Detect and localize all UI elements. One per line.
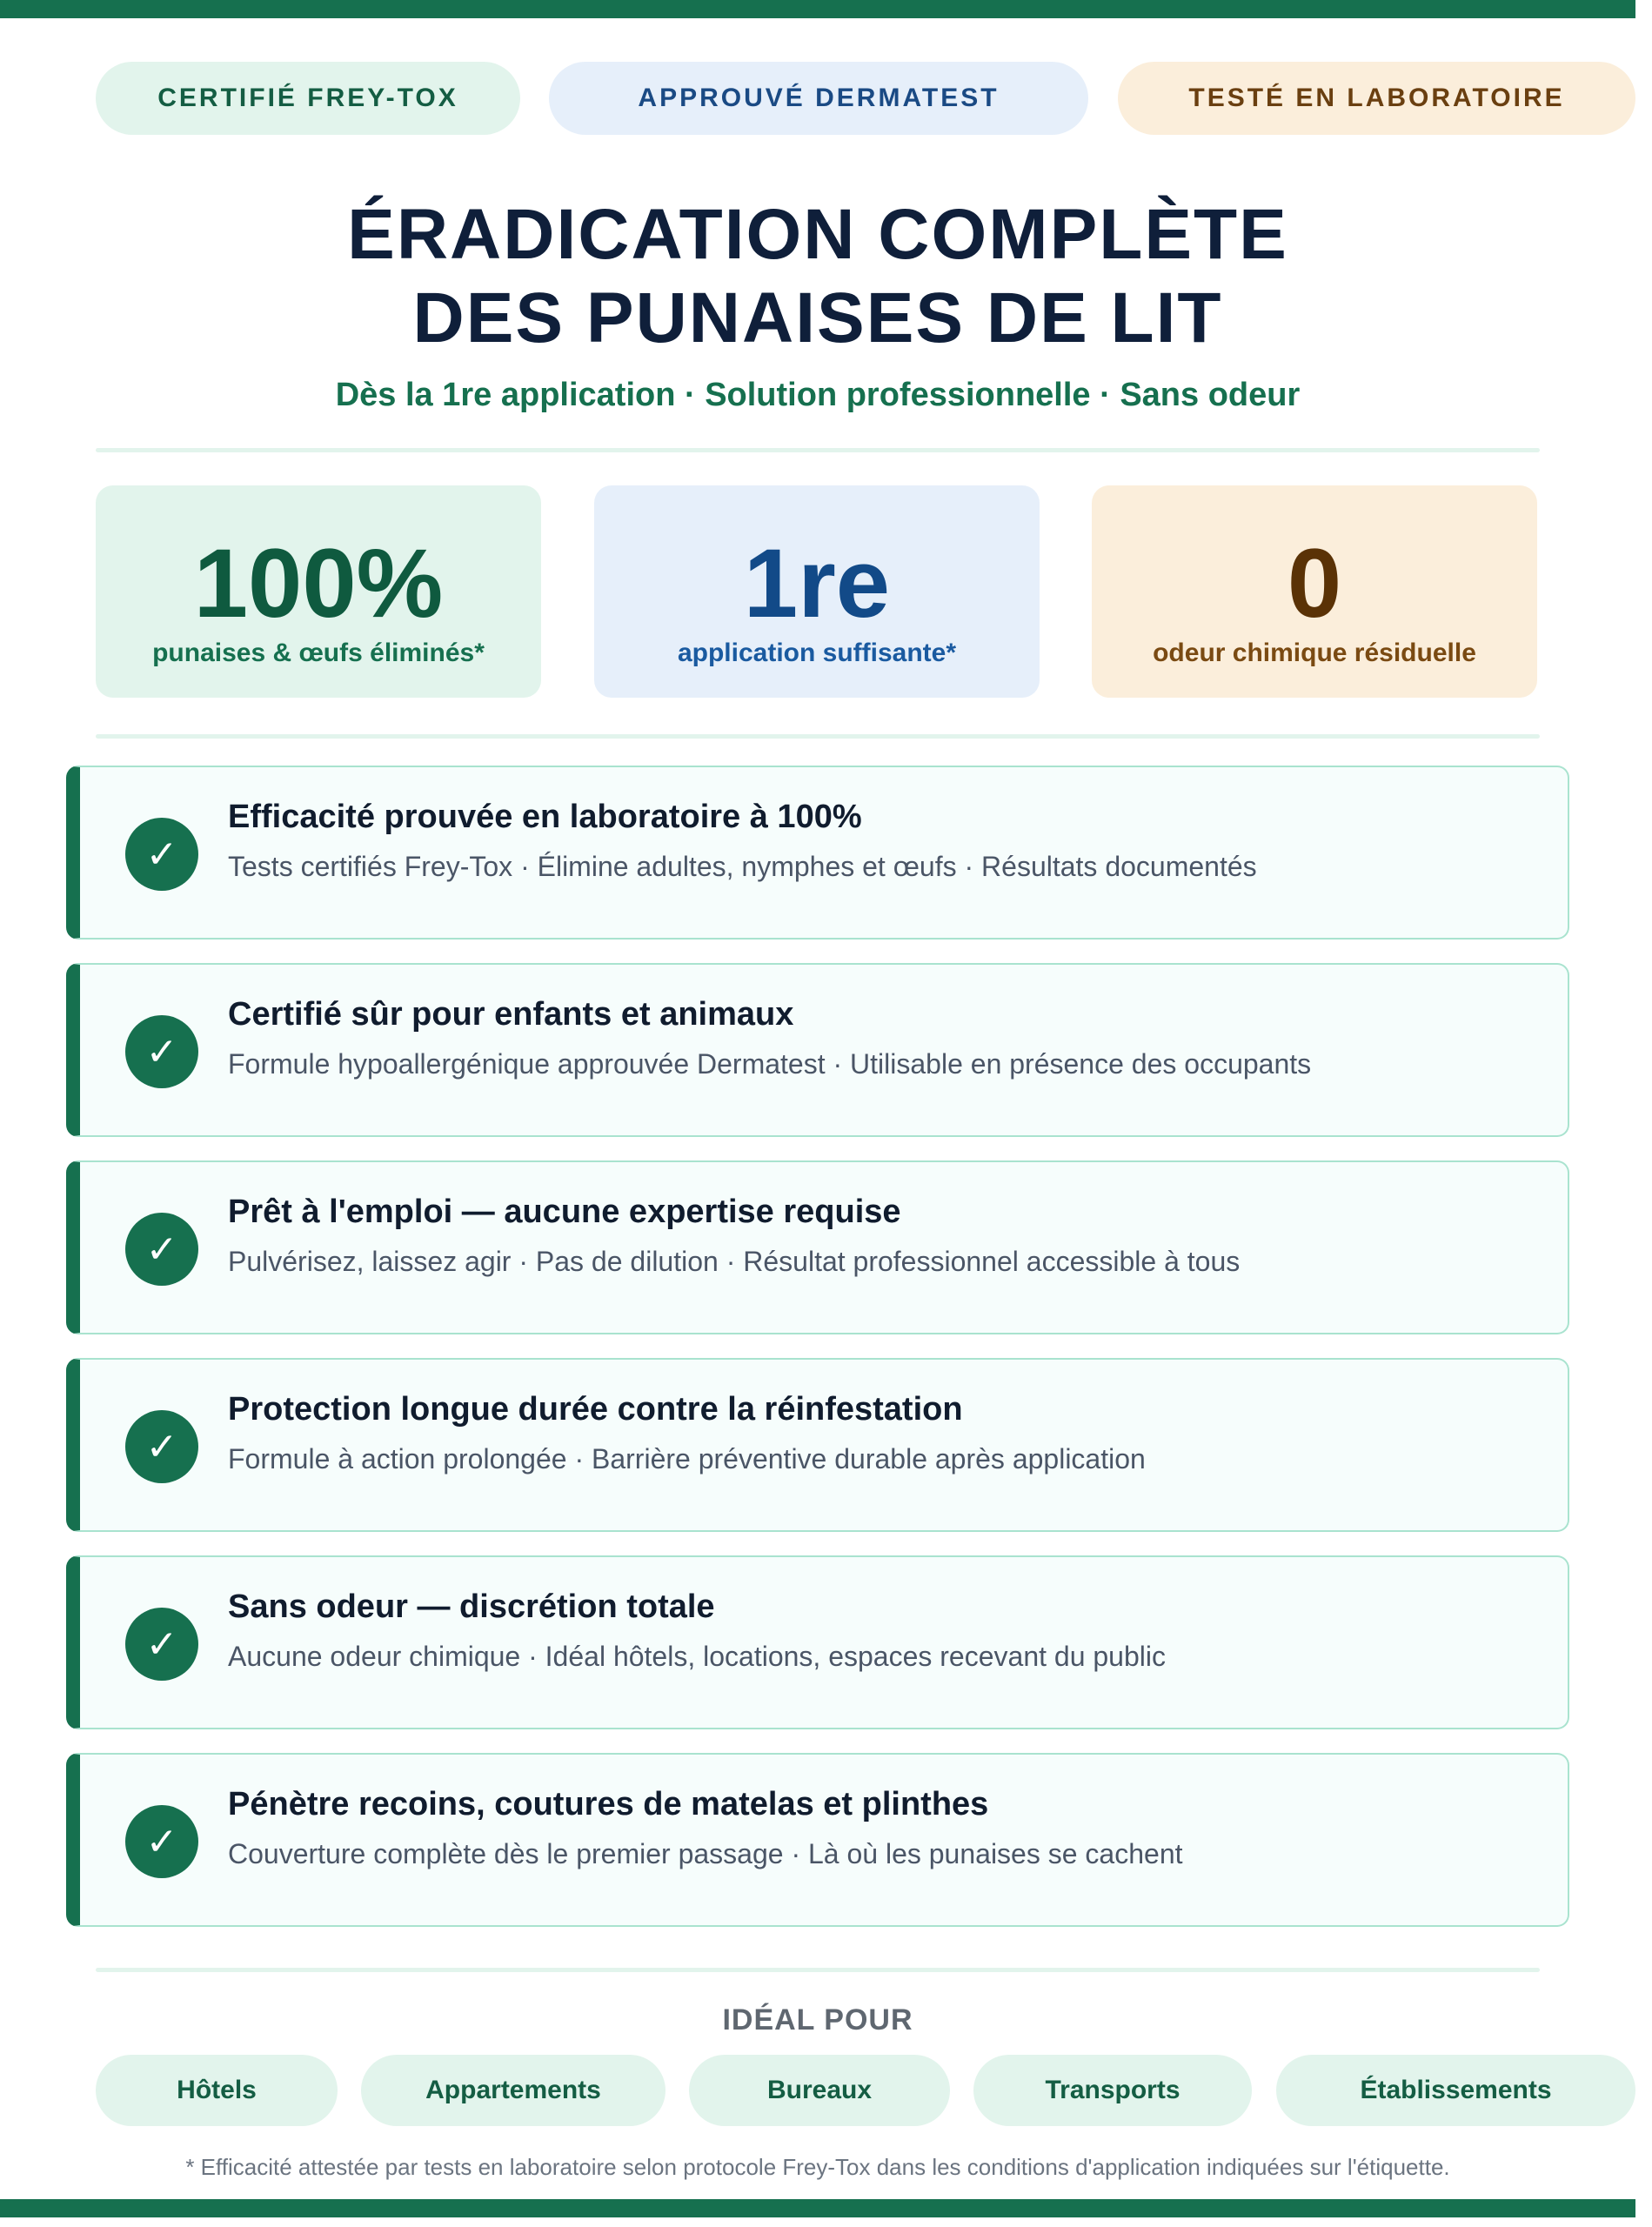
ideal-for-heading: IDÉAL POUR [722, 2003, 913, 2036]
feature-subtitle: Couverture complète dès le premier passage · Là où les punaises se cachent [228, 1838, 1183, 1869]
divider [96, 1968, 1540, 1972]
stat-card-odeur [1092, 485, 1537, 698]
certification-badges [96, 62, 1635, 135]
page-subtitle: Dès la 1re application · Solution professionnelle · Sans odeur [335, 377, 1301, 413]
check-icon: ✓ [125, 1805, 198, 1878]
feature-title: Certifié sûr pour enfants et animaux [228, 996, 794, 1033]
chip-transports: Transports [973, 2055, 1252, 2126]
feature-subtitle: Aucune odeur chimique · Idéal hôtels, locations, espaces recevant du public [228, 1641, 1166, 1672]
feature-card [66, 1160, 1569, 1334]
feature-title: Sans odeur — discrétion totale [228, 1588, 715, 1625]
footnote: * Efficacité attestée par tests en laboratoire selon protocole Frey-Tox dans les conditions d'application indiquées sur l'étiquette. [185, 2154, 1450, 2180]
feature-title: Pénètre recoins, coutures de matelas et plinthes [228, 1786, 989, 1822]
divider [96, 734, 1540, 739]
feature-card [66, 963, 1569, 1137]
divider [96, 448, 1540, 452]
check-icon: ✓ [125, 818, 198, 891]
check-icon: ✓ [125, 1213, 198, 1286]
feature-card [66, 1753, 1569, 1927]
stat-label: odeur chimique résiduelle [1153, 639, 1476, 667]
feature-subtitle: Formule hypoallergénique approuvée Dermatest · Utilisable en présence des occupants [228, 1048, 1312, 1080]
chip-bureaux: Bureaux [689, 2055, 950, 2126]
feature-card [66, 1555, 1569, 1729]
feature-subtitle: Pulvérisez, laissez agir · Pas de dilution · Résultat professionnel accessible à tous [228, 1246, 1241, 1277]
stat-label: punaises & œufs éliminés* [152, 639, 485, 667]
badge-dermatest: APPROUVÉ DERMATEST [549, 62, 1088, 135]
feature-subtitle: Formule à action prolongée · Barrière préventive durable après application [228, 1443, 1146, 1475]
stat-value: 100% [193, 529, 444, 638]
chip-etablissements: Établissements [1276, 2055, 1635, 2126]
feature-subtitle: Tests certifiés Frey-Tox · Élimine adultes, nymphes et œufs · Résultats documentés [228, 851, 1257, 882]
stat-card-elimination [96, 485, 541, 698]
feature-card [66, 1358, 1569, 1532]
chip-hotels: Hôtels [96, 2055, 338, 2126]
check-icon: ✓ [125, 1410, 198, 1483]
badge-frey-tox: CERTIFIÉ FREY-TOX [96, 62, 520, 135]
feature-title: Protection longue durée contre la réinfestation [228, 1391, 963, 1428]
check-icon: ✓ [125, 1015, 198, 1088]
top-accent-bar [0, 0, 1635, 18]
chip-appartements: Appartements [361, 2055, 665, 2126]
badge-laboratoire: TESTÉ EN LABORATOIRE [1118, 62, 1635, 135]
stat-value: 0 [1287, 529, 1342, 638]
page-title [0, 193, 1635, 360]
stat-card-application [594, 485, 1040, 698]
bottom-accent-bar [0, 2199, 1635, 2217]
feature-title: Efficacité prouvée en laboratoire à 100% [228, 799, 862, 835]
title-line-1: ÉRADICATION COMPLÈTE [347, 195, 1288, 274]
stat-value: 1re [743, 529, 891, 638]
feature-card [66, 766, 1569, 940]
stat-label: application suffisante* [677, 639, 957, 667]
feature-title: Prêt à l'emploi — aucune expertise requise [228, 1194, 901, 1230]
title-line-2: DES PUNAISES DE LIT [412, 278, 1223, 358]
check-icon: ✓ [125, 1608, 198, 1681]
